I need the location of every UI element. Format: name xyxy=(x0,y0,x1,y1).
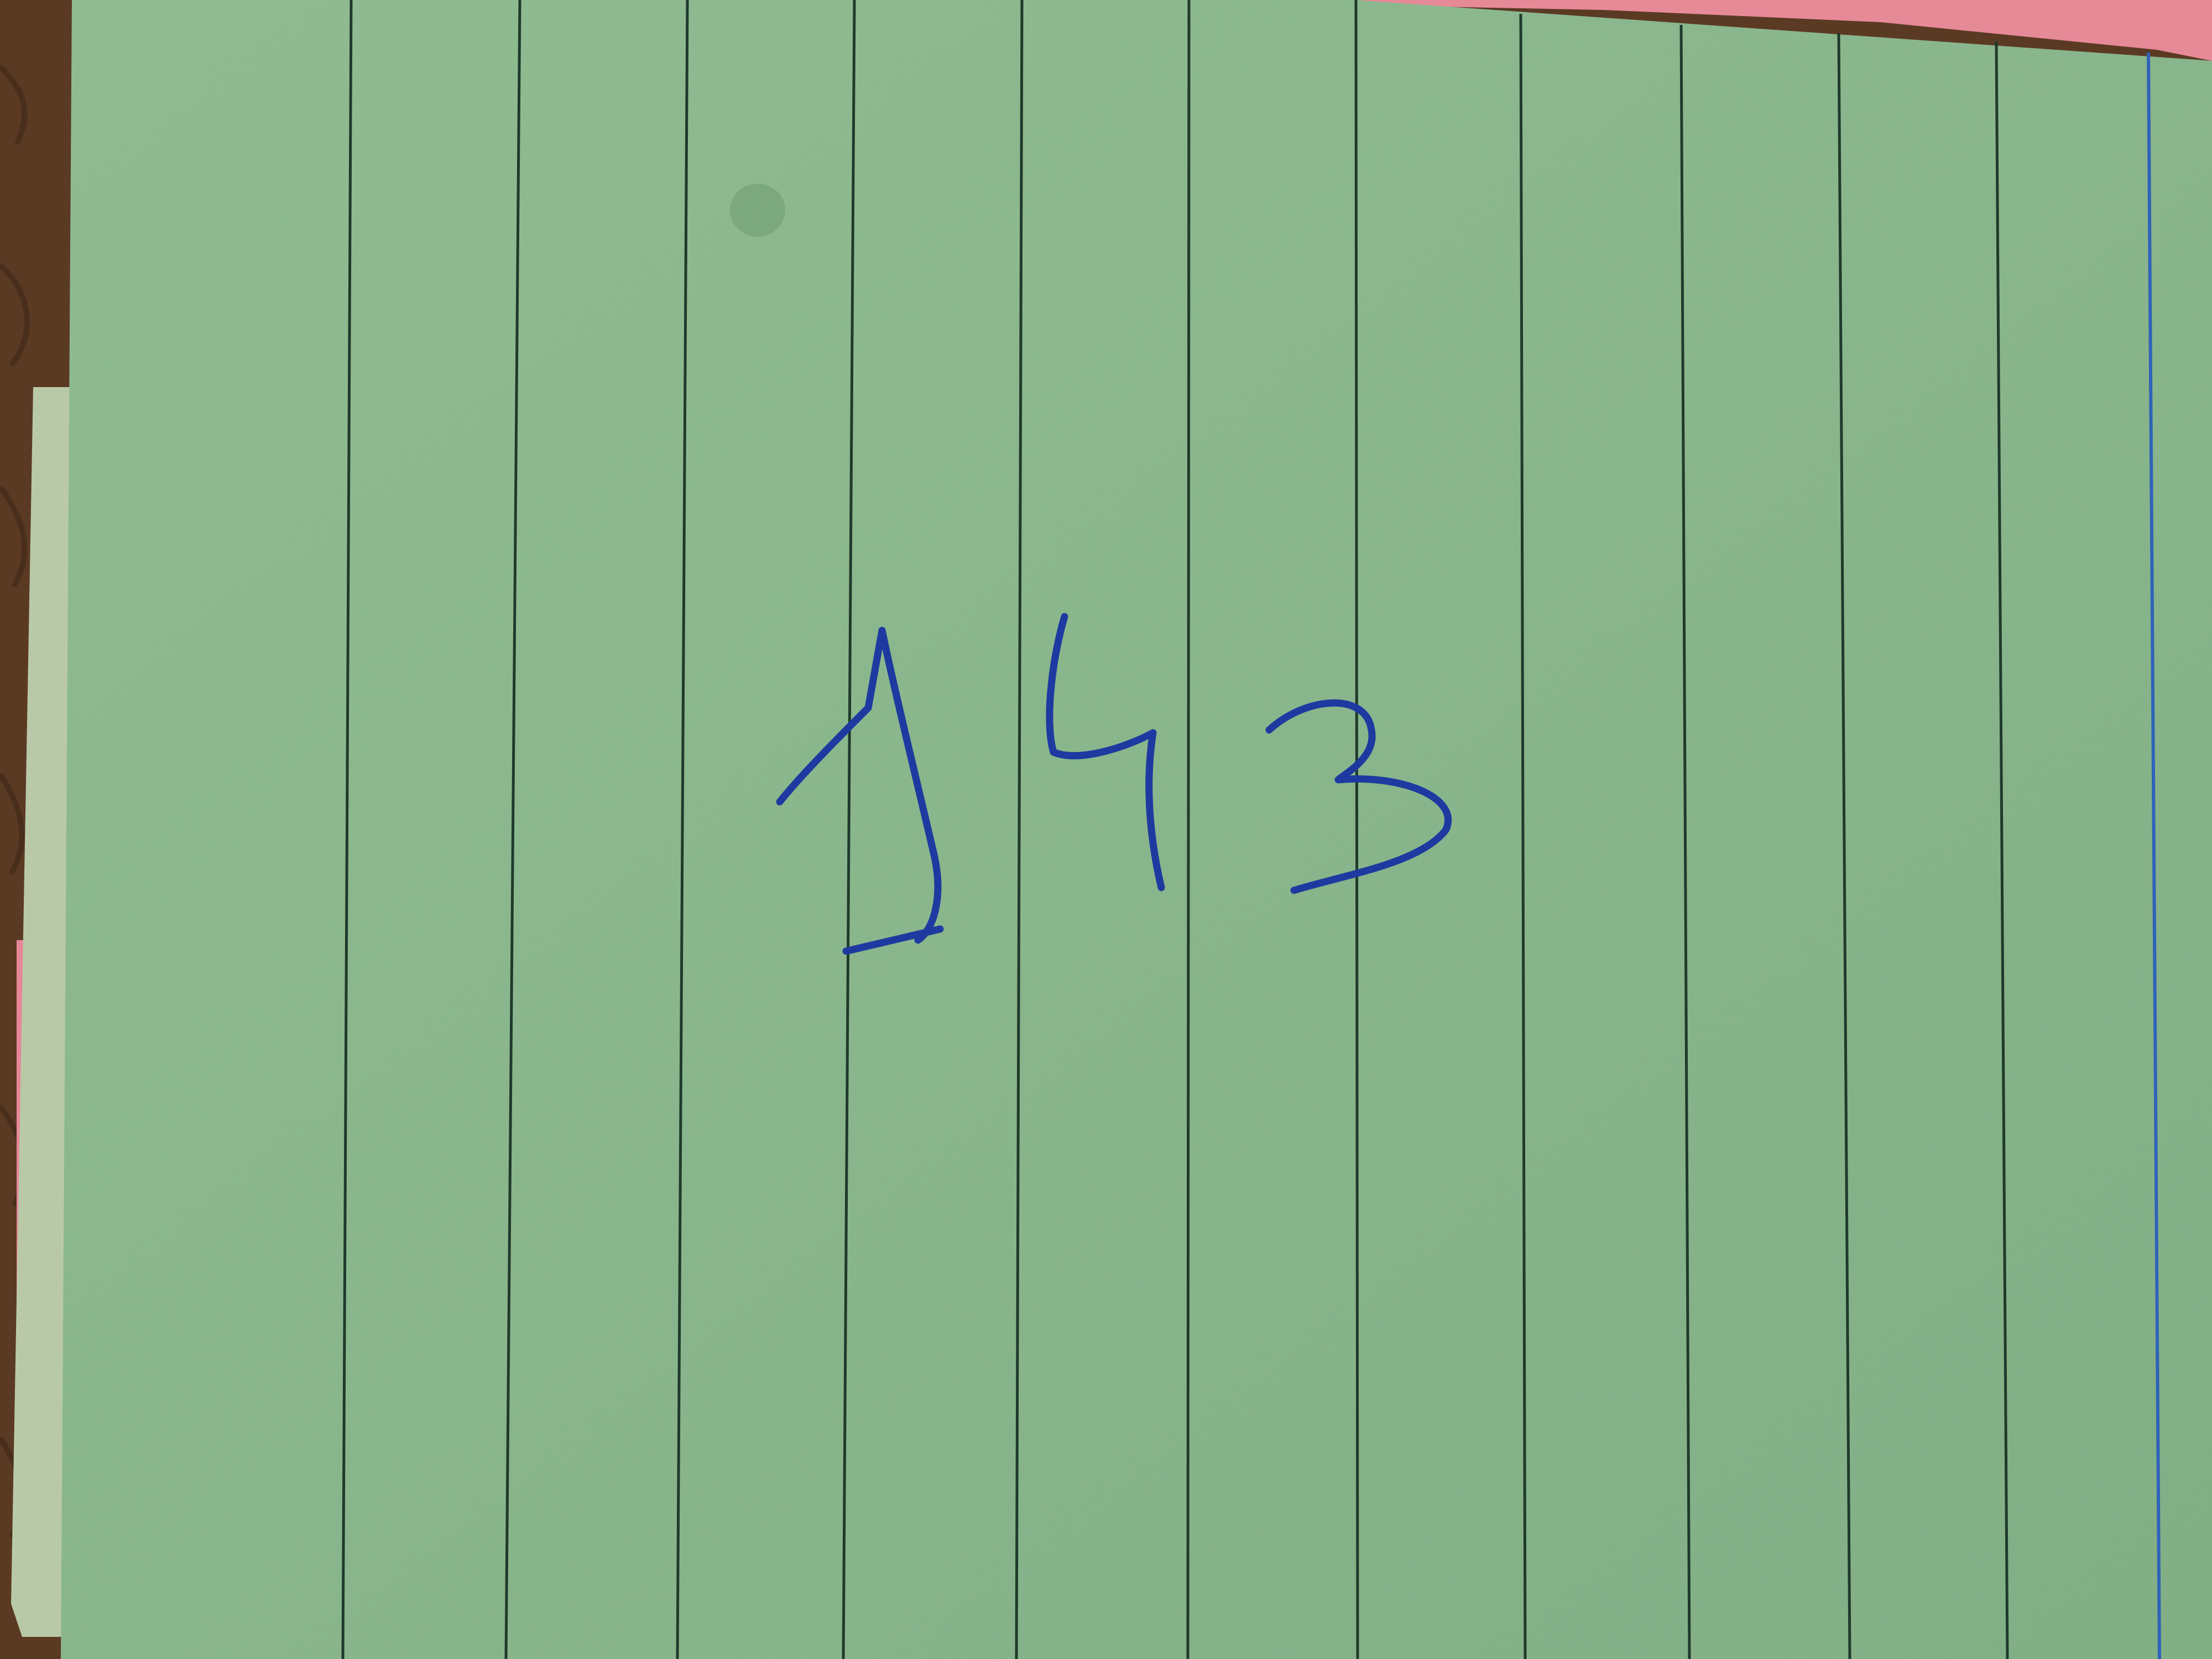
rule-line xyxy=(1356,0,1358,1659)
card-texture xyxy=(61,0,2212,1659)
rule-line xyxy=(1188,0,1189,1659)
paper-spot xyxy=(730,184,785,237)
